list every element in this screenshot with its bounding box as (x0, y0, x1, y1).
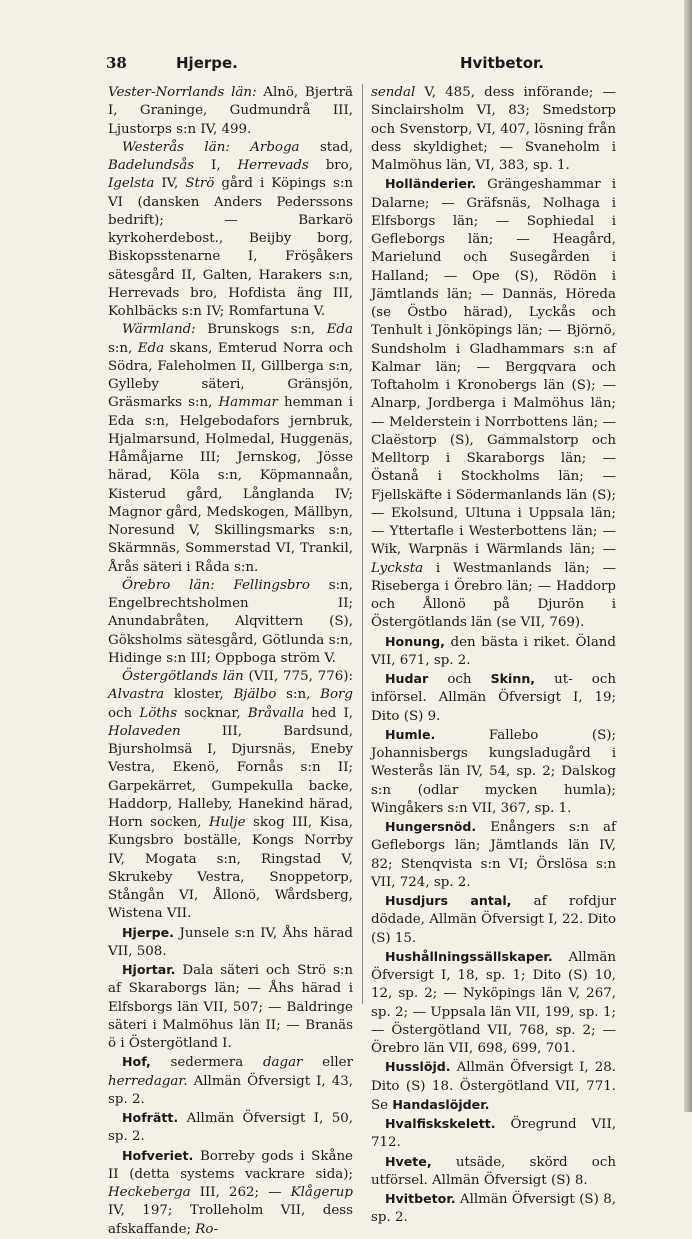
headword: Hof, (122, 1054, 151, 1070)
italic-term: Klågerup (290, 1185, 353, 1200)
entry-text: Öregrund VII, 712. (371, 1117, 616, 1151)
entry-text: kloster, (164, 687, 234, 703)
italic-term: herredagar. (108, 1073, 188, 1089)
italic-term: Eda (326, 322, 353, 338)
index-entry (108, 577, 353, 668)
index-entry (371, 818, 616, 892)
index-entry (108, 84, 353, 139)
headword: Holländerier. (385, 176, 477, 192)
headword: Hvete, (385, 1153, 432, 1169)
italic-term: Wärmland: (122, 322, 196, 338)
index-entry (108, 1147, 353, 1239)
entry-text: hed I, (304, 705, 353, 721)
headword: Husslöjd. (385, 1059, 451, 1075)
italic-term: Eda (137, 340, 165, 356)
headword: Hudar (385, 671, 429, 686)
entry-text: s:n, (276, 687, 321, 703)
entry-text: III, Bardsund, Bjursholmsä I, Djursnäs, Eneby Vestra, Ekenö, Fornås s:n II; Garpekärret, Gumpekulla backe, Haddorp, Halleby, Hanekind härad, Horn socken, (108, 723, 353, 830)
headword: Hushållningssällskaper. (385, 948, 553, 964)
entry-text: s:n, (108, 340, 138, 356)
entry-text (215, 578, 234, 593)
italic-term: Holaveden (108, 723, 181, 739)
entry-text: III, 262; — (190, 1185, 291, 1200)
italic-term: Alvastra (108, 687, 165, 703)
entry-text: s:n, Engelbrechtsholmen II; Anundabråten, Alqvittern (S), Göksholms sätesgård, Götlunda s:n, Hidinge s:n III; Oppboga ström V. (108, 577, 353, 666)
entry-text: sedermera (150, 1055, 263, 1071)
index-entry (371, 726, 616, 818)
italic-term: Heckeberga (108, 1185, 191, 1200)
italic-term: Örebro län: (122, 577, 215, 593)
entry-text: hemman i Eda s:n, Helgebodafors jernbruk, Hjalmarsund, Holmedal, Huggenäs, Håmåjarne III; Jernskog, Jösse härad, Köla s:n, Köpmannaån, Kisterud gård, Långlanda IV; Magnor gård, Medskogen, Mällbyn, Noresund V, Skillingsmarks s:n, Skärmnäs, Sommerstad VI, Trankil, Årås säteri i Råda s:n. (108, 395, 353, 575)
index-entry (108, 321, 353, 577)
right-column (371, 84, 616, 1228)
italic-term: Löths (139, 705, 178, 721)
entry-text: ut- och införsel. Allmän Öfversigt I, 19; Dito (S) 9. (371, 672, 616, 724)
italic-term: Bjälbo (233, 687, 277, 703)
entry-text: och (428, 672, 491, 687)
headword: Humle. (385, 726, 436, 742)
italic-term: Östergötlands län (122, 669, 244, 684)
entry-text: Alnö, Bjerträ I, Graninge, Gudmundrå III, Ljustorps s:n IV, 499. (108, 85, 353, 137)
headword: Honung, (385, 633, 445, 649)
headword: Husdjurs antal, (385, 893, 512, 908)
index-entry (371, 1115, 616, 1153)
entry-text: Enångers s:n af Gefleborgs län; Jämtlands län IV, 82; Stenqvista s:n VI; Örslösa s:n VII, 724, sp. 2. (371, 820, 616, 890)
index-entry (371, 1190, 616, 1228)
index-entry (371, 84, 616, 175)
entry-text: V, 485, dess införande; — Sinclairsholm VI, 83; Smedstorp och Svenstorp, VI, 407, lösning från dess skyldighet; — Svaneholm i Malmöhus län, VI, 383, sp. 1. (371, 85, 616, 173)
entry-text: Dala säteri och Strö s:n af Skaraborgs län; — Åhs härad i Elfsborgs län VII, 507; — Baldringe säteri i Malmöhus län II; — Branäs ö i Östergötland I. (108, 963, 353, 1051)
entry-text: Allmän Öfversigt I, 50, sp. 2. (108, 1111, 353, 1145)
italic-term: Hulje (208, 815, 246, 830)
entry-text: socknar, (177, 705, 248, 721)
column-divider (362, 84, 363, 1004)
italic-term: Fellingsbro (233, 577, 310, 593)
entry-text (230, 140, 250, 155)
italic-term: dagar (262, 1055, 303, 1071)
entry-text: IV, 197; Trolleholm VII, dess afskaffande; (108, 1203, 353, 1237)
index-entry (371, 948, 616, 1059)
index-entry (371, 892, 616, 948)
headword: Hjerpe. (122, 924, 174, 940)
entry-text: och (108, 705, 140, 721)
index-entry (108, 668, 353, 924)
italic-term: sendal (371, 85, 416, 100)
index-entry (371, 1058, 616, 1115)
running-head-right: Hvitbetor. (460, 54, 544, 72)
entry-text: af rofdjur dödade, Allmän Öfversigt I, 22. Dito (S) 15. (371, 894, 617, 946)
index-entry (108, 1109, 353, 1147)
entry-text: i Westmanlands län; — Riseberga i Örebro län; — Haddorp och Ållonö på Djurön i Östergötlands län (se VII, 769). (371, 560, 616, 631)
index-entry (108, 139, 353, 322)
italic-term: Badelundsås (108, 158, 195, 173)
index-entry (371, 175, 616, 632)
headword: Hungersnöd. (385, 819, 477, 834)
headword: Skinn, (490, 671, 536, 686)
entry-text: Allmän Öfversigt I, 43, sp. 2. (108, 1073, 353, 1107)
italic-term: Igelsta (108, 176, 155, 192)
left-column (108, 84, 353, 1239)
entry-text: (VII, 775, 776): (243, 669, 353, 684)
entry-text: utsäde, skörd och utförsel. Allmän Öfversigt (S) 8. (371, 1154, 616, 1188)
headword: Hofrätt. (122, 1110, 179, 1125)
headword: Hvalfiskskelett. (385, 1116, 496, 1131)
index-entry (108, 1053, 353, 1109)
entry-text: stad, (299, 139, 354, 155)
entry-text: I, (194, 158, 238, 173)
index-entry (371, 1153, 616, 1191)
entry-text: skans, Emterud Norra och Södra, Faleholmen II, Gillberga s:n, Gylleby säteri, Gränsjön, Gräsmarks s:n, (108, 340, 353, 411)
entry-text: IV, (154, 176, 186, 192)
page-header (106, 54, 544, 78)
entry-text: Brunskogs s:n, (195, 322, 327, 338)
italic-term: Hammar (218, 395, 278, 411)
index-entry (371, 670, 616, 726)
running-head-left: Hjerpe. (176, 54, 238, 72)
italic-term: Ro- (195, 1221, 218, 1237)
entry-text: skog III, Kisa, Kungsbro boställe, Kongs Norrby IV, Mogata s:n, Ringstad V, Skrukeby Vestra, Snoppetorp, Stångån VI, Ållonö, Wårdsberg, Wistena VII. (108, 815, 353, 922)
entry-text: eller (302, 1055, 353, 1071)
italic-term: Borg (320, 687, 353, 703)
entry-text: Borreby gods i Skåne II (detta systems vackrare sida); (108, 1148, 353, 1182)
entry-text: Allmän Öfversigt I, 18, sp. 1; Dito (S) 10, 12, sp. 2; — Nyköpings län V, 267, sp. 2; — Uppsala län VII, 199, sp. 1; — Östergötland VII, 768, sp. 2; — Örebro län VII, 698, 699, 701. (371, 949, 616, 1056)
page-edge-shadow (684, 0, 692, 1112)
headword: Hofveriet. (122, 1147, 194, 1163)
index-entry (108, 961, 353, 1053)
entry-text: gård i Köpings s:n VI (dansken Anders Pederssons bedrift); — Barkarö kyrkoherdebost., Beijby borg, Biskopsstenarne I, Fröşåkers sätesgård II, Galten, Harakers s:n, Herrevads bro, Hofdista äng III, Kohlbäcks s:n IV; Romfartuna V. (108, 176, 353, 319)
headword: Hjortar. (122, 962, 176, 977)
entry-text: Fallebo (S); Johannisbergs kungsladugård i Westerås län IV, 54, sp. 2; Dalskog s:n (odlar mycken humla); Wingåkers s:n VII, 367, sp. 1. (371, 727, 616, 816)
entry-text: Junsele s:n IV, Åhs härad VII, 508. (108, 925, 353, 959)
italic-term: Herrevads (237, 158, 309, 173)
italic-term: Strö (185, 176, 215, 192)
entry-text: Allmän Öfversigt (S) 8, sp. 2. (371, 1192, 616, 1226)
italic-term: Lycksta (371, 560, 424, 576)
index-entry (371, 633, 616, 671)
entry-text: Allmän Öfversigt I, 28. Dito (S) 18. Östergötland VII, 771. Se (371, 1060, 616, 1113)
entry-text: den bästa i riket. Öland VII, 671, sp. 2. (371, 634, 616, 668)
headword: Hvitbetor. (385, 1191, 456, 1206)
page-number: 38 (106, 54, 127, 72)
italic-term: Bråvalla (247, 705, 305, 721)
headword: Handaslöjder. (392, 1096, 490, 1112)
entry-text: Grängeshammar i Dalarne; — Gräfsnäs, Nolhaga i Elfsborgs län; — Sophiedal i Gefleborgs län; — Heagård, Marielund och Susegården i Halland; — Ope (S), Rödön i Jämtlands län; — Dannäs, Höreda (se Östbo härad), Lyckås och Tenhult i Jönköpings län; — Björnö, Sundsholm i Gladhammars s:n af Kalmar län; — Bergqvara och Toftaholm i Kronobergs län (S); — Alnarp, Jordberga i Malmöhus län; — Melderstein i Norrbottens län; — Claëstorp (S), Gammalstorp och Melltorp i Skaraborgs län; — Östanå i Stockholms län; — Fjellskäfte i Södermanlands län (S); — Ekolsund, Ultuna i Uppsala län; — Yttertafle i Westerbottens län; — Wik, Warpnäs i Wärmlands län; — (371, 177, 616, 558)
italic-term: Arboga (250, 139, 300, 155)
italic-term: Vester-Norrlands län: (108, 85, 257, 100)
index-entry (108, 924, 353, 962)
entry-text: bro, (308, 158, 353, 173)
italic-term: Westerås län: (122, 139, 230, 155)
